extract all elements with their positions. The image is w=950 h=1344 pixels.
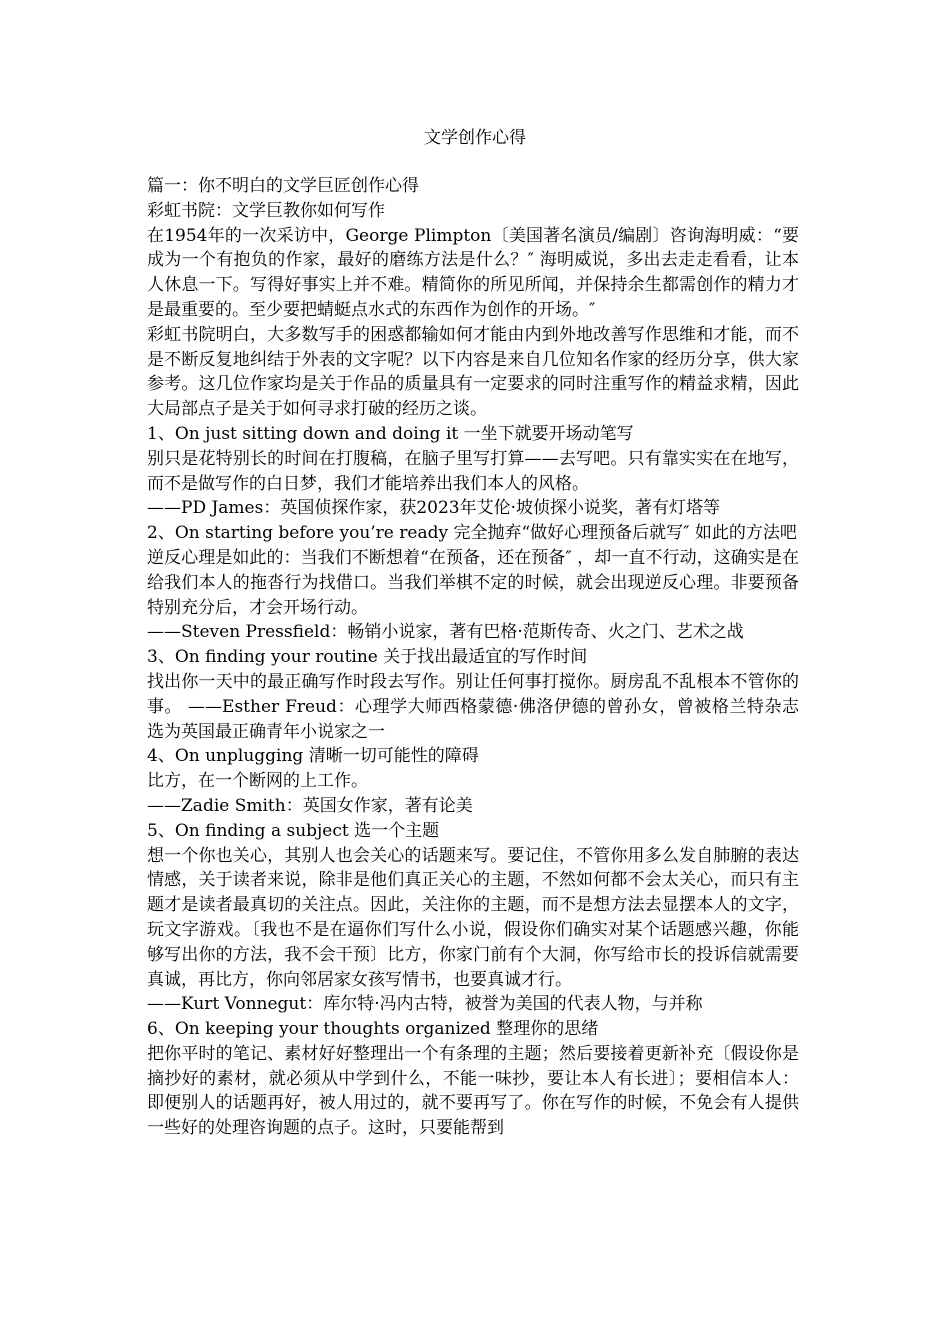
tip-heading: 4、On unplugging 清晰一切可能性的障碍 — [147, 746, 479, 767]
tip-heading: 5、On finding a subject 选一个主题 — [147, 820, 440, 841]
attribution: ——Kurt Vonnegut：库尔特·冯内古特，被誉为美国的代表人物，与并称 — [147, 994, 703, 1015]
paragraph: 彩虹书院明白，大多数写手的困惑都输如何才能由内到外地改善写作思维和才能，而不是不断反复地纠结于外表的文字呢？以下内容是来自几位知名作家的经历分享，供大家参考。这几位作家均是关于作品的质量具有一定要求的同时注重写作的精益求精，因此大局部点子是关于如何寻求打破的经历之谈。 — [147, 324, 799, 420]
tip-heading: 3、On finding your routine 关于找出最适宜的写作时间 — [147, 647, 588, 668]
paragraph: 别只是花特别长的时间在打腹稿，在脑子里写打算——去写吧。只有靠实实在在地写，而不是做写作的白日梦，我们才能培养出我们本人的风格。 — [147, 448, 799, 494]
tip-heading: 2、On starting before you’re ready 完全抛弃“做好心理预备后就写″ 如此的方法吧 — [147, 523, 797, 544]
paragraph: 比方，在一个断网的上工作。 — [147, 771, 368, 792]
tip-heading: 1、On just sitting down and doing it 一坐下就要开场动笔写 — [147, 423, 634, 444]
attribution: ——Zadie Smith：英国女作家，著有论美 — [147, 795, 473, 816]
subheading: 彩虹书院：文学巨教你如何写作 — [147, 200, 385, 221]
paragraph: 把你平时的笔记、素材好好整理出一个有条理的主题；然后要接着更新补充〔假设你是摘抄好的素材，就必须从中学到什么，不能一味抄，要让本人有长进〕；要相信本人：即便别人的话题再好，被人用过的，就不要再写了。你在写作的时候，不免会有人提供一些好的处理咨询题的点子。这时，只要能帮到 — [147, 1043, 799, 1139]
tip-heading: 6、On keeping your thoughts organized 整理你的思绪 — [147, 1019, 599, 1040]
section-heading: 篇一：你不明白的文学巨匠创作心得 — [147, 176, 419, 196]
document-title: 文学创作心得 — [424, 128, 526, 148]
paragraph: 在1954年的一次采访中，George Plimpton〔美国著名演员/编剧〕咨询海明威：“要成为一个有抱负的作家，最好的磨练方法是什么？″ 海明威说，多出去走走看看，让本人休息一下。写得好事实上并不难。精简你的所见所闻，并保持余生都需创作的精力才是最重要的。至少要把蜻蜓点水式的东西作为创作的开场。″ — [147, 225, 799, 320]
attribution: ——Steven Pressfield：畅销小说家，著有巴格·范斯传奇、火之门、艺术之战 — [147, 622, 744, 643]
paragraph: 想一个你也关心，其别人也会关心的话题来写。要记住，不管你用多么发自肺腑的表达情感，关于读者来说，除非是他们真正关心的主题，不然如何都不会太关心，而只有主题才是读者最真切的关注点。因此，关注你的主题，而不是想方法去显摆本人的文字，玩文字游戏。〔我也不是在逼你们写什么小说，假设你们确实对某个话题感兴趣，你能够写出你的方法，我不会干预〕比方，你家门前有个大洞，你写给市长的投诉信就需要真诚，再比方，你向邻居家女孩写情书，也要真诚才行。 — [147, 845, 799, 990]
paragraph: 找出你一天中的最正确写作时段去写作。别让任何事打搅你。厨房乱不乱根本不管你的事。 ——Esther Freud：心理学大师西格蒙德·佛洛伊德的曾孙女，曾被格兰特杂志选为英国最正确青年小说家之一 — [147, 671, 799, 742]
attribution: ——PD James：英国侦探作家，获2023年艾伦·坡侦探小说奖，著有灯塔等 — [147, 498, 720, 519]
document-body — [147, 174, 799, 1141]
paragraph: 逆反心理是如此的：当我们不断想着“在预备，还在预备″ ，却一直不行动，这确实是在给我们本人的拖沓行为找借口。当我们举棋不定的时候，就会出现逆反心理。非要预备特别充分后，才会开场行动。 — [147, 547, 799, 618]
